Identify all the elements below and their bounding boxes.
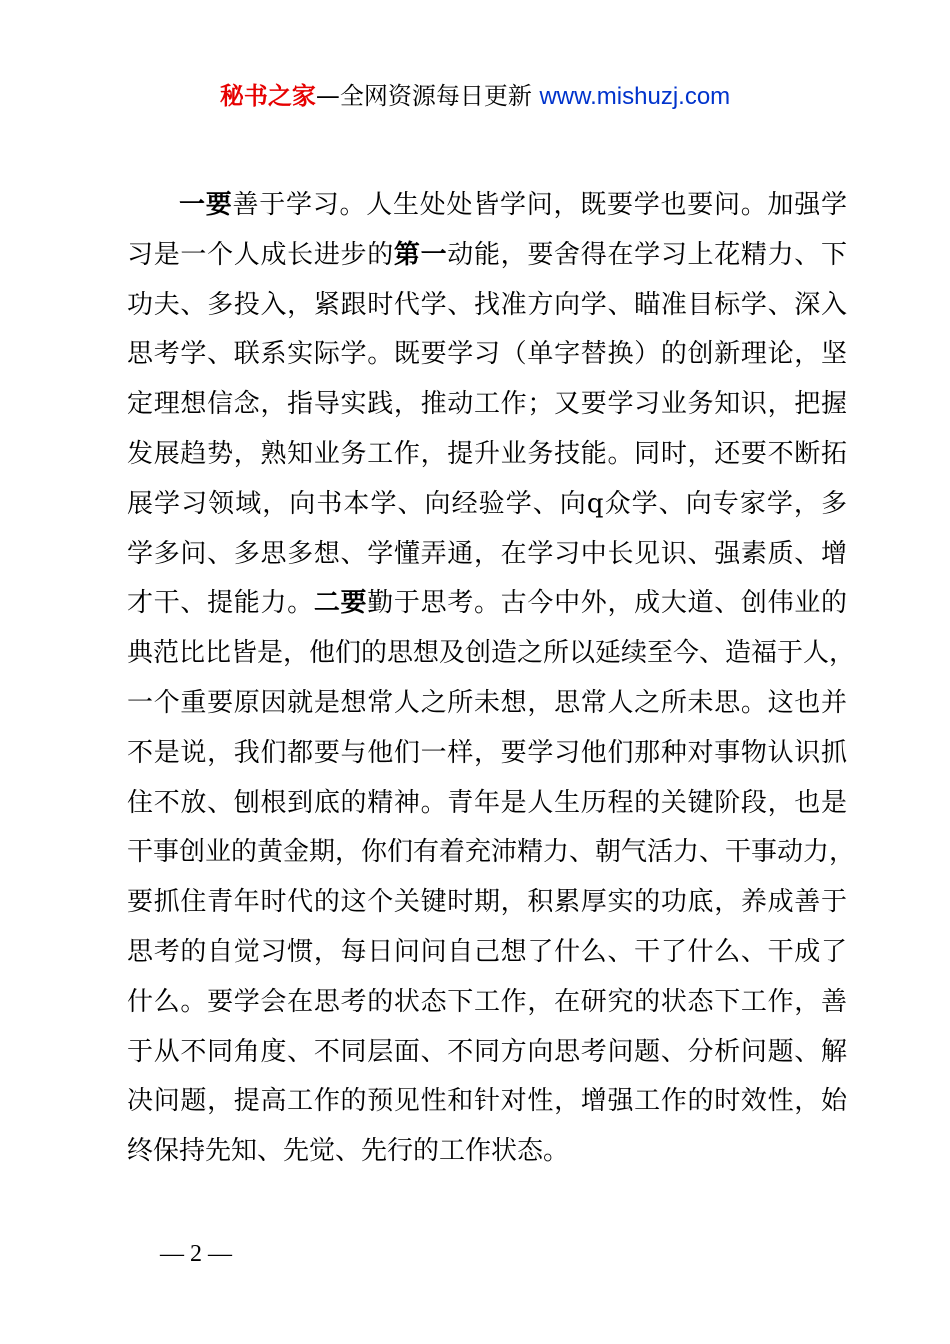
body-paragraph: [127, 181, 856, 1177]
text-segment: 思考的自觉习惯，每日问问自己想了什么、干了什么、干成了: [127, 936, 847, 967]
text-line: [127, 729, 847, 779]
text-segment: q: [586, 488, 604, 519]
page-number: — 2 —: [160, 1241, 232, 1267]
header-slogan: —全网资源每日更新: [315, 82, 540, 110]
text-segment: 于从不同角度、不同层面、不同方向思考问题、分析问题、解: [127, 1036, 847, 1067]
emphasis-text: 二要: [313, 588, 368, 619]
text-segment: 典范比比皆是，他们的思想及创造之所以延续至今、造福于人，: [127, 638, 856, 669]
text-line: [127, 1077, 847, 1127]
text-segment: 学多问、多思多想、学懂弄通，在学习中长见识、强素质、增: [127, 538, 847, 569]
text-segment: 干事创业的黄金期，你们有着充沛精力、朝气活力、干事动力，: [127, 837, 856, 868]
text-line: [127, 330, 847, 380]
site-url-link[interactable]: www.mishuzj.com: [539, 83, 731, 110]
text-segment: 才干、提能力。: [127, 588, 314, 619]
text-segment: 勤于思考。古今中外，成大道、创伟业的: [367, 588, 847, 619]
text-line: [127, 878, 847, 928]
text-line: [127, 779, 847, 829]
text-segment: 功夫、多投入，紧跟时代学、找准方向学、瞄准目标学、深入: [127, 289, 847, 320]
text-segment: 住不放、刨根到底的精神。青年是人生历程的关键阶段，也是: [127, 787, 847, 818]
text-segment: 一个重要原因就是想常人之所未想，思常人之所未思。这也并: [127, 687, 847, 718]
text-segment: 不是说，我们都要与他们一样，要学习他们那种对事物认识抓: [127, 737, 847, 768]
text-line: [127, 1127, 847, 1177]
text-line: [127, 828, 856, 878]
text-line: [127, 530, 847, 580]
text-segment: 终保持先知、先觉、先行的工作状态。: [127, 1136, 570, 1167]
text-segment: 发展趋势，熟知业务工作，提升业务技能。同时，还要不断拓: [127, 438, 847, 469]
text-line: [127, 978, 847, 1028]
brand-name: 秘书之家: [219, 82, 316, 110]
text-line: [127, 181, 847, 231]
text-line: [127, 380, 847, 430]
text-segment: 定理想信念，指导实践，推动工作；又要学习业务知识，把握: [127, 389, 847, 420]
text-segment: 众学、向专家学，多: [603, 488, 847, 519]
text-segment: 习是一个人成长进步的: [127, 239, 394, 270]
text-line: [127, 1028, 847, 1078]
text-segment: 善于学习。人生处处皆学问，既要学也要问。加强学: [232, 190, 847, 220]
text-segment: 什么。要学会在思考的状态下工作，在研究的状态下工作，善: [127, 986, 847, 1017]
text-line: [127, 231, 847, 281]
text-line: [127, 629, 856, 679]
emphasis-text: 第一: [393, 239, 448, 270]
text-line: [127, 430, 847, 480]
site-header: [0, 78, 950, 115]
text-segment: 思考学、联系实际学。既要学习（单字替换）的创新理论，坚: [127, 339, 847, 370]
text-segment: 展学习领域，向书本学、向经验学、向: [127, 488, 587, 519]
text-line: [127, 281, 847, 331]
text-line: [127, 480, 847, 530]
text-segment: 要抓住青年时代的这个关键时期，积累厚实的功底，养成善于: [127, 887, 847, 918]
text-segment: 决问题，提高工作的预见性和针对性，增强工作的时效性，始: [127, 1086, 847, 1117]
text-line: [127, 928, 847, 978]
text-line: [127, 679, 847, 729]
emphasis-text: 一要: [179, 190, 233, 220]
text-segment: 动能，要舍得在学习上花精力、下: [447, 239, 847, 270]
text-line: [127, 579, 847, 629]
